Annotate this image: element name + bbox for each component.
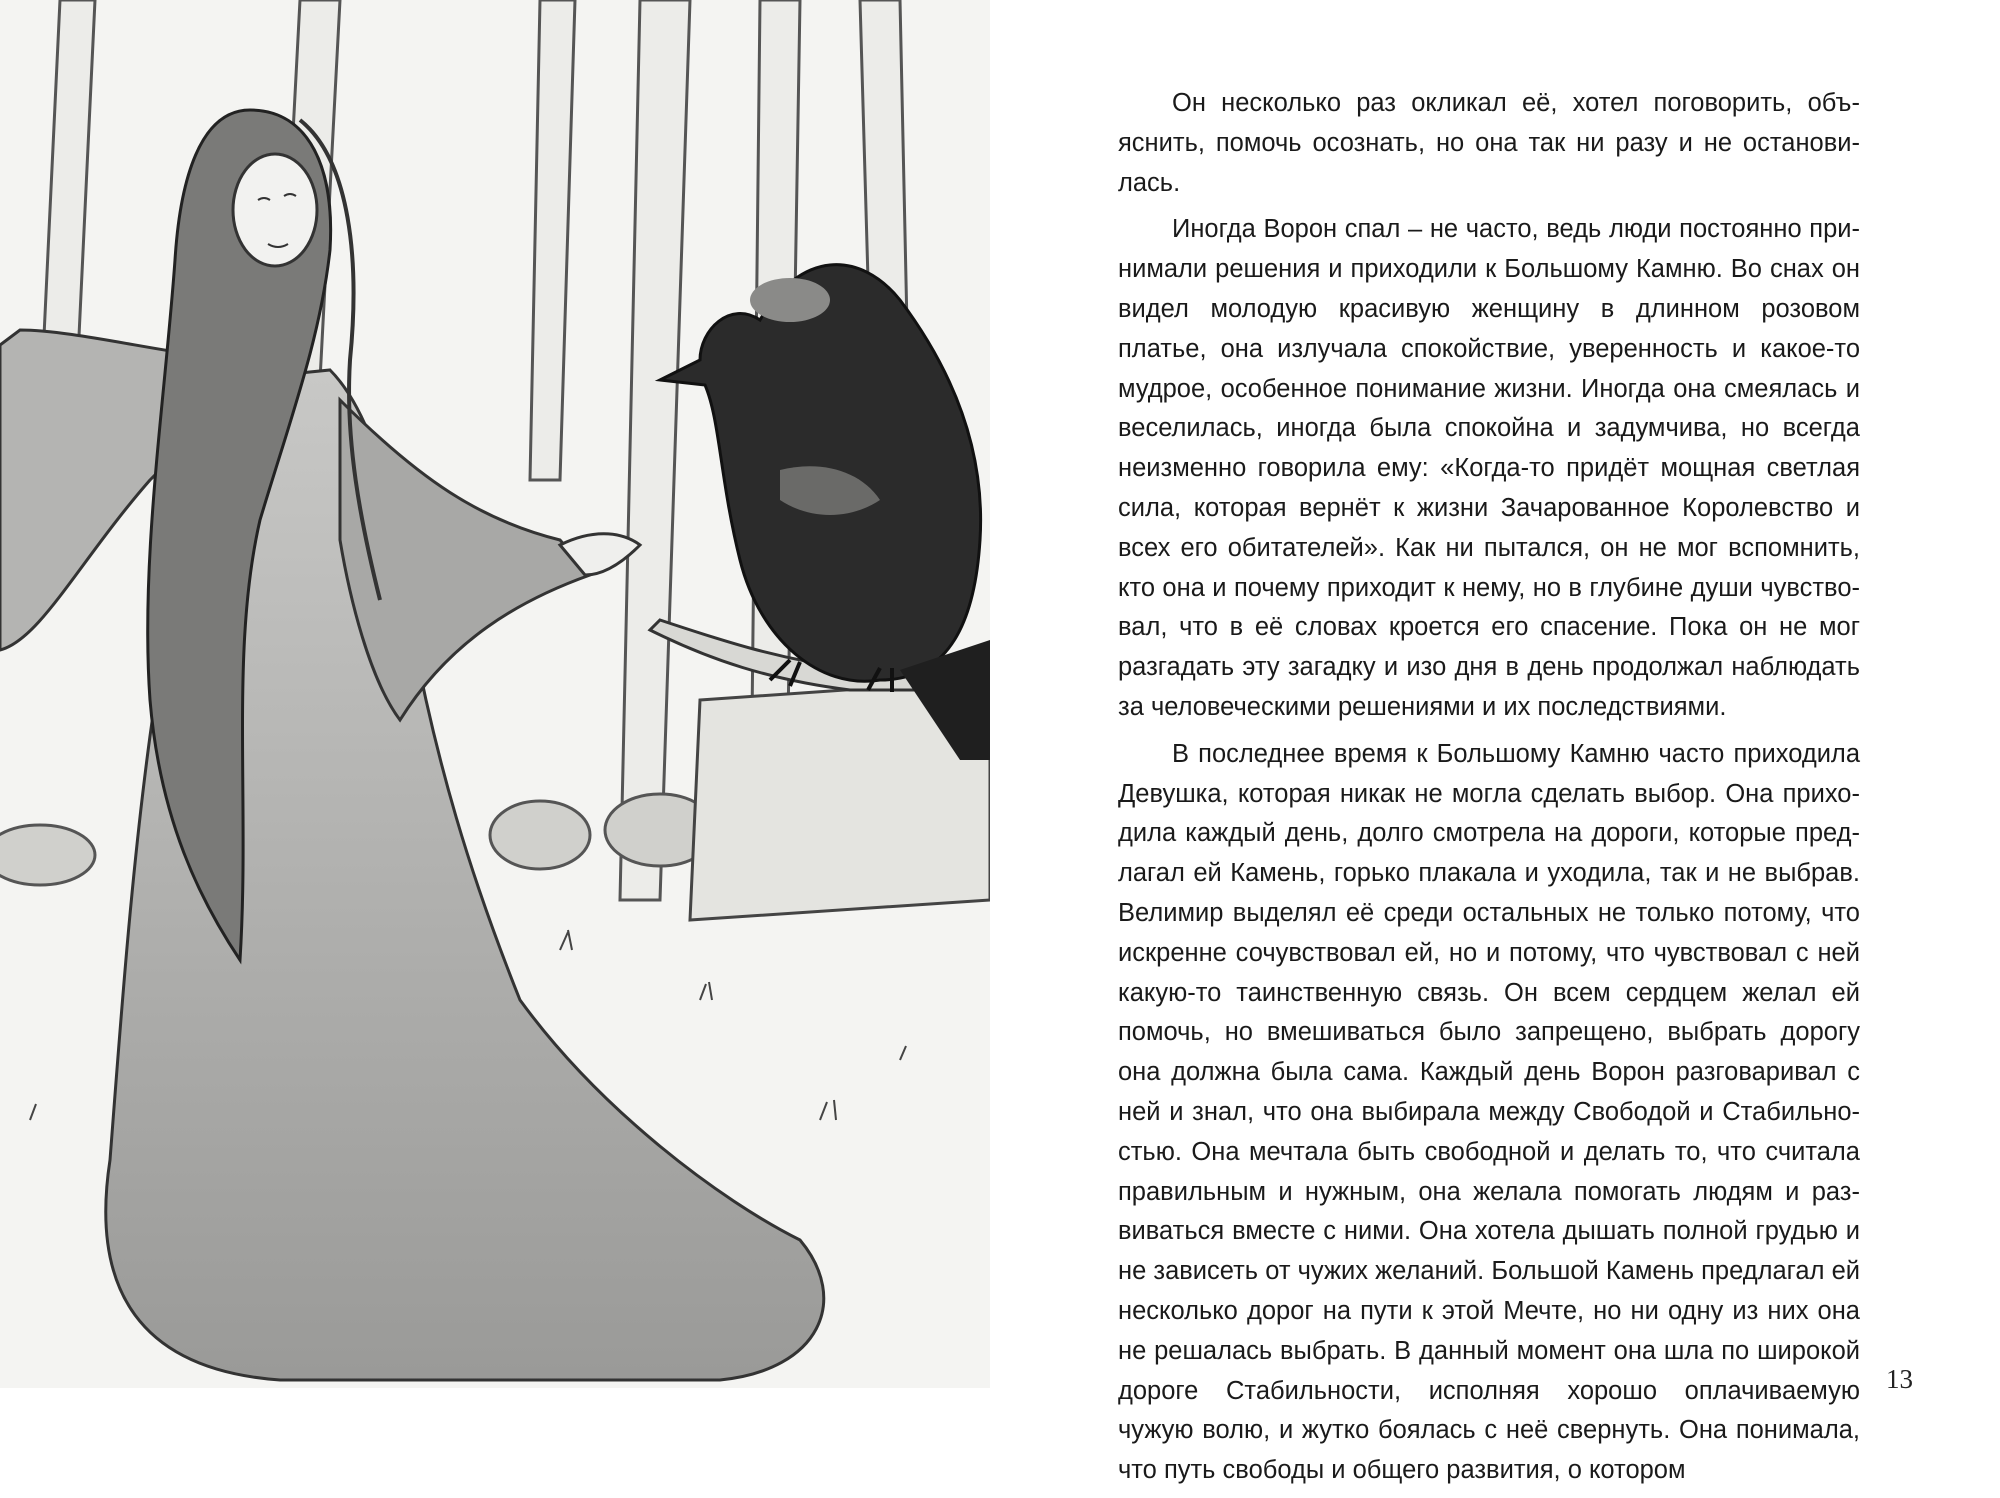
text-page [1118, 84, 1860, 1498]
pencil-drawing [0, 0, 990, 1388]
page-number: 13 [1886, 1364, 1913, 1394]
paragraph: Иногда Ворон спал – не часто, ведь люди постоянно принимали решения и приходили к Большому Камню. Во снах он видел молодую красивую женщину в длинном розовом платье, она излучала спокойствие, уверенность и какое-то мудрое, особенное понимание жизни. Иногда она смеялась и веселилась, иногда была спокойна и задумчива, но всегда неизменно говорила ему: «Когда-то придёт мощная светлая сила, которая вернёт к жизни Зачарованное Королевство и всех его обитателей». Как ни пытался, он не мог вспомнить, кто она и почему приходит к нему, но в глубине души чувствовал, что в её словах кроется его спасение. Пока он не мог разгадать эту загадку и изо дня в день продолжал наблюдать за человеческими решениями и их последствиями. [1118, 215, 1860, 721]
paragraph: В последнее время к Большому Камню часто приходила Девушка, которая никак не могла сделать выбор. Она приходила каждый день, долго смотрела на дороги, которые предлагал ей Камень, горько плакала и уходила, так и не выбрав. Велимир выделял её среди остальных не только потому, что искренне сочувствовал ей, но и потому, что чувствовал с ней какую-то таинственную связь. Он всем сердцем желал ей помочь, но вмешиваться было запрещено, выбрать дорогу она должна была сама. Каждый день Ворон разговаривал с ней и знал, что она выбирала между Свободой и Стабильностью. Она мечтала быть свободной и делать то, что считала правильным и нужным, она желала помогать людям и развиваться вместе с ними. Она хотела дышать полной грудью и не зависеть от чужих желаний. Большой Камень предлагал ей несколько дорог на пути к этой Мечте, но ни одну из них она не решалась выбрать. В данный момент она шла по широкой дороге Стабильности, исполняя хорошо оплачиваемую чужую волю, и жутко боялась с неё свернуть. Она понимала, что путь свободы и общего развития, о котором [1118, 739, 1860, 1485]
paragraph: Он несколько раз окликал её, хотел поговорить, объяснить, помочь осознать, но она так ни разу и не остановилась. [1118, 89, 1860, 197]
face [233, 154, 317, 266]
raven-head-highlight [750, 278, 830, 322]
illustration-woman-and-raven [0, 0, 990, 1388]
